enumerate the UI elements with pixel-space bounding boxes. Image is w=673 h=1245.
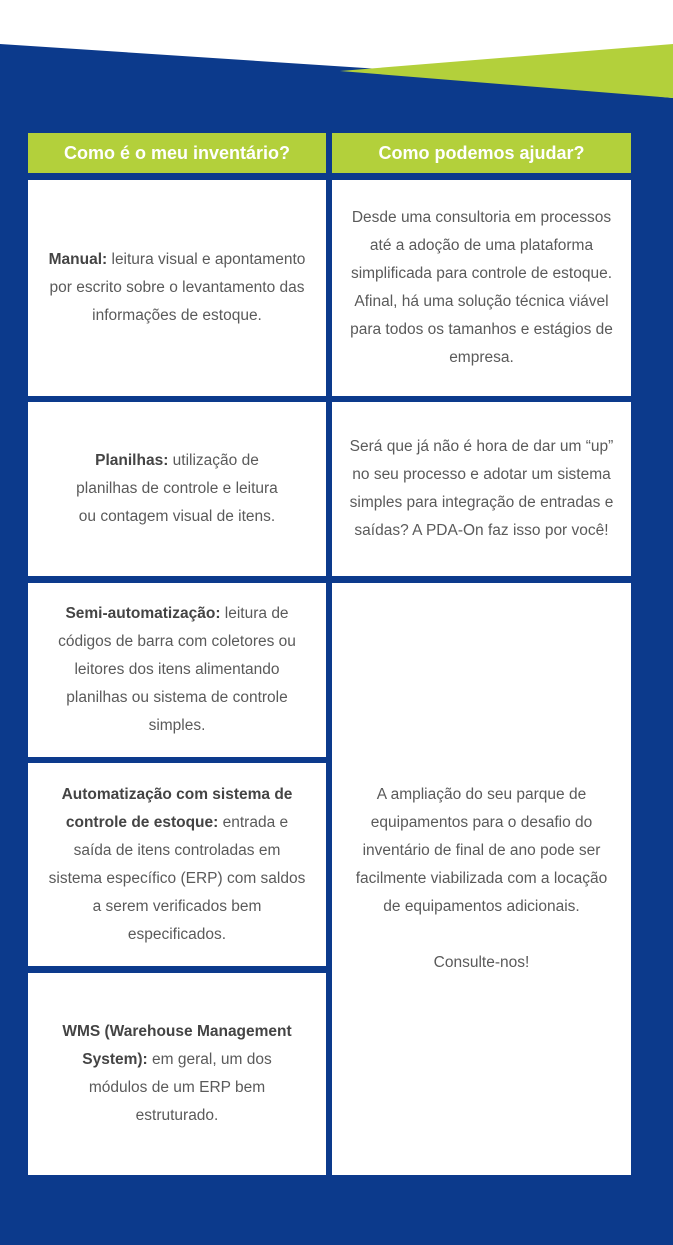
card-title: Manual: [48, 251, 108, 268]
card-title: Semi-automatização: [65, 605, 221, 622]
left-column-header-label: Como é o meu inventário? [63, 142, 291, 163]
contact-us-text: Consulte-nos! [433, 954, 530, 971]
card-title: Planilhas: [95, 452, 169, 469]
help-card-consulting [332, 180, 631, 396]
left-column-header [28, 133, 326, 173]
card-title: WMS (Warehouse Management System): [62, 1023, 292, 1068]
card-text: entrada e saída de itens controladas em sistema específico (ERP) com saldos a serem verificados bem especificados. [48, 813, 306, 943]
card-text: leitura de códigos de barra com coletores ou leitores dos itens alimentando planilhas ou sistema de controle simples. [58, 605, 296, 734]
inventory-type-card-semi-automation [28, 583, 326, 757]
card-text: utilização de planilhas de controle e leitura ou contagem visual de itens. [76, 452, 278, 525]
inventory-type-card-manual [28, 180, 326, 396]
card-text: Desde uma consultoria em processos até a adoção de uma plataforma simplificada para controle de estoque. Afinal, há uma solução técnica viável para todos os tamanhos e estágios de empresa. [350, 209, 613, 366]
top-white-band [0, 0, 673, 44]
card-text: leitura visual e apontamento por escrito sobre o levantamento das informações de estoque. [49, 251, 306, 324]
help-card-equipment-rental [332, 583, 631, 1175]
help-card-upgrade [332, 402, 631, 576]
card-text: em geral, um dos módulos de um ERP bem estruturado. [88, 1051, 272, 1124]
inventory-type-card-wms [28, 973, 326, 1175]
inventory-type-card-spreadsheets [28, 402, 326, 576]
right-column-header-label: Como podemos ajudar? [378, 142, 585, 163]
right-column-header [332, 133, 631, 173]
card-text: A ampliação do seu parque de equipamentos para o desafio do inventário de final de ano pode ser facilmente viabilizada com a locação de equipamentos adicionais. [355, 786, 608, 915]
card-text: Será que já não é hora de dar um “up” no seu processo e adotar um sistema simples para integração de entradas e saídas? A PDA-On faz isso por você! [349, 438, 614, 539]
card-title: Automatização com sistema de controle de estoque: [61, 785, 293, 831]
inventory-type-card-automation [28, 763, 326, 966]
